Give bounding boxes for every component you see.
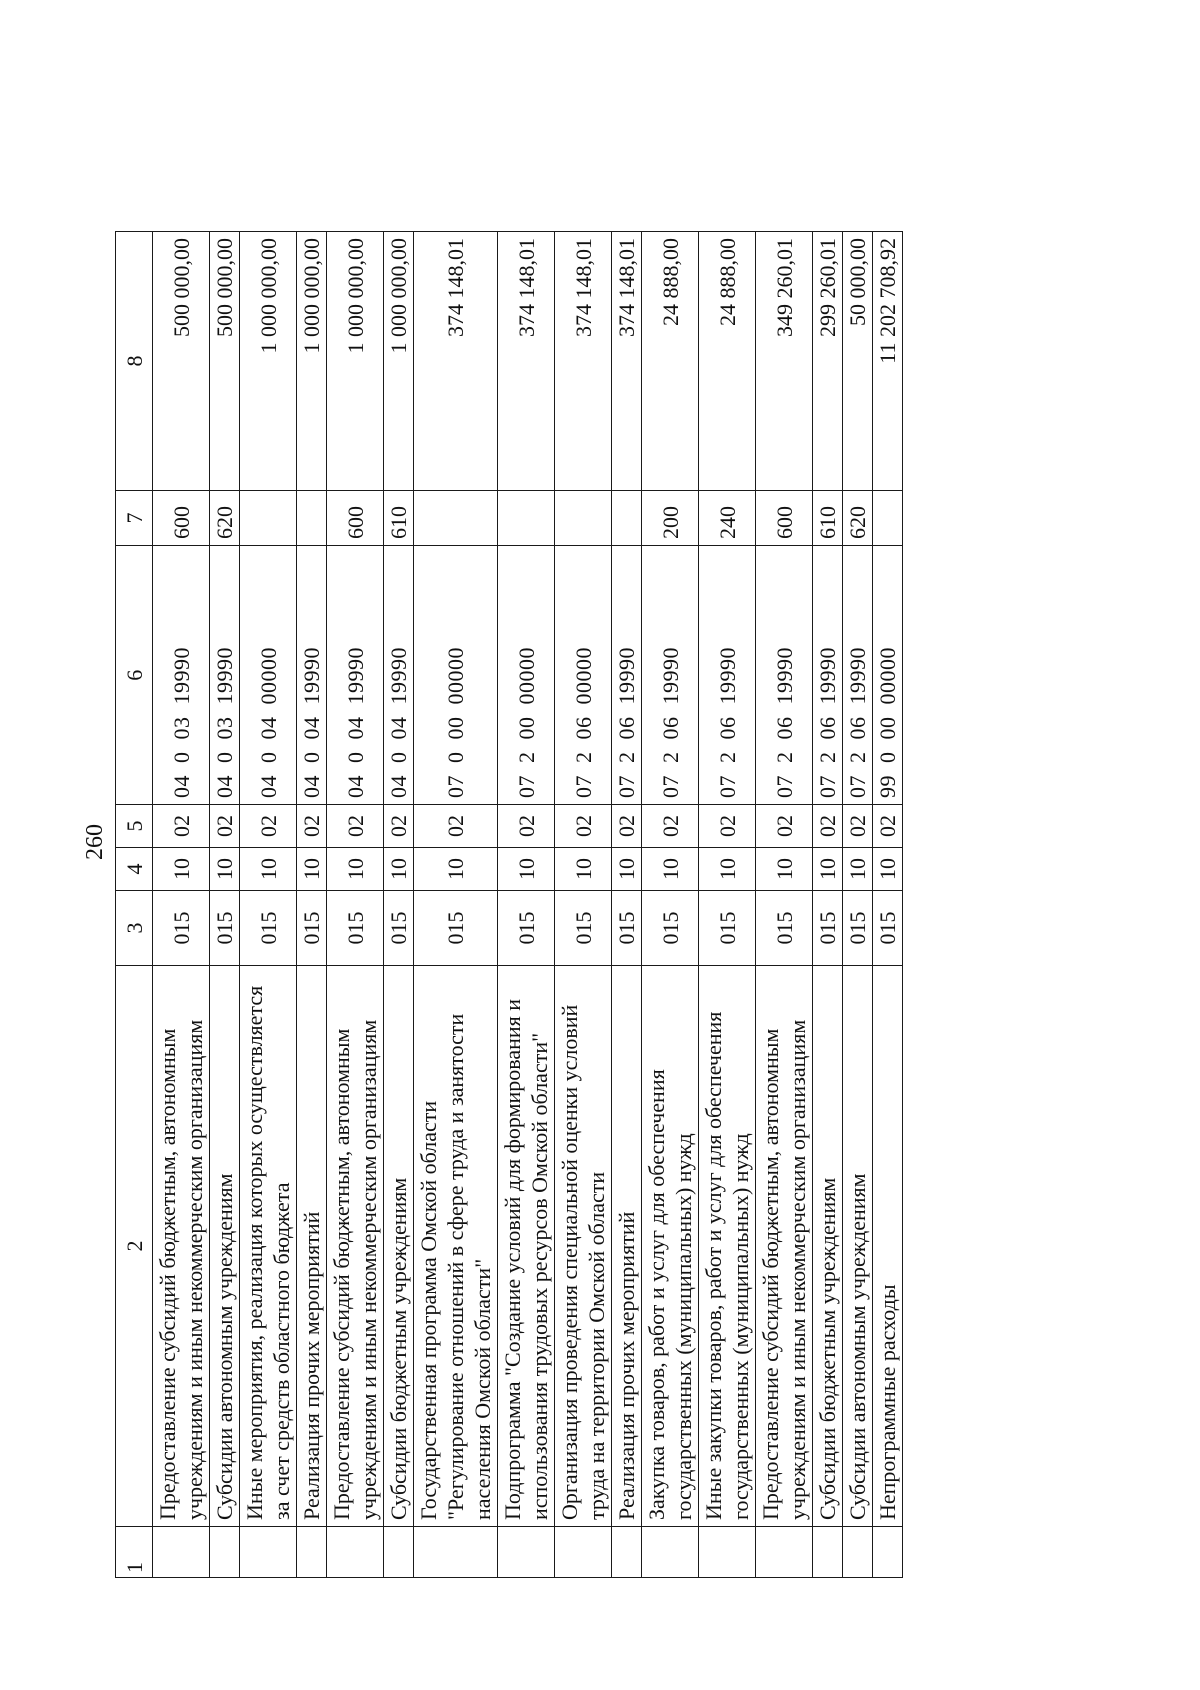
expense-type-cell: 610	[813, 491, 843, 546]
expense-type-cell	[414, 491, 498, 546]
expense-type-cell: 240	[699, 491, 756, 546]
amount-cell: 50 000,00	[843, 232, 873, 491]
ministry-code-cell: 015	[612, 891, 642, 966]
row-index-cell	[327, 1527, 384, 1578]
ministry-code-cell: 015	[297, 891, 327, 966]
table-row	[210, 232, 240, 1578]
subsection-code-cell: 02	[153, 805, 210, 848]
column-number-8: 8	[116, 232, 153, 491]
ministry-code-cell: 015	[756, 891, 813, 966]
target-article-cell: 07 0 00 00000	[414, 546, 498, 805]
target-article-cell: 04 0 04 19990	[384, 546, 414, 805]
row-index-cell	[210, 1527, 240, 1578]
row-index-cell	[153, 1527, 210, 1578]
target-article-cell: 07 2 06 19990	[642, 546, 699, 805]
target-article-cell: 04 0 03 19990	[153, 546, 210, 805]
amount-cell: 374 148,01	[498, 232, 555, 491]
subsection-code-cell: 02	[756, 805, 813, 848]
column-number-5: 5	[116, 805, 153, 848]
row-index-cell	[612, 1527, 642, 1578]
amount-cell: 1 000 000,00	[327, 232, 384, 491]
expense-name-cell: Государственная программа Омской области "Регулирование отношений в сфере труда и занятости населения Омской области"	[414, 966, 498, 1527]
amount-cell: 11 202 708,92	[873, 232, 903, 491]
subsection-code-cell: 02	[210, 805, 240, 848]
section-code-cell: 10	[498, 848, 555, 891]
expense-type-cell	[297, 491, 327, 546]
table-row	[297, 232, 327, 1578]
table-row	[642, 232, 699, 1578]
row-index-cell	[843, 1527, 873, 1578]
target-article-cell: 07 2 06 00000	[555, 546, 612, 805]
budget-table	[115, 231, 903, 1578]
ministry-code-cell: 015	[210, 891, 240, 966]
expense-name-cell: Организация проведения специальной оценки условий труда на территории Омской области	[555, 966, 612, 1527]
expense-name-cell: Предоставление субсидий бюджетным, автономным учреждениям и иным некоммерческим организациям	[756, 966, 813, 1527]
expense-type-cell	[555, 491, 612, 546]
amount-cell: 24 888,00	[642, 232, 699, 491]
subsection-code-cell: 02	[642, 805, 699, 848]
ministry-code-cell: 015	[414, 891, 498, 966]
row-index-cell	[642, 1527, 699, 1578]
ministry-code-cell: 015	[813, 891, 843, 966]
table-row	[240, 232, 297, 1578]
amount-cell: 374 148,01	[414, 232, 498, 491]
table-row	[153, 232, 210, 1578]
table-row	[327, 232, 384, 1578]
page-number: 260	[82, 824, 108, 860]
ministry-code-cell: 015	[153, 891, 210, 966]
target-article-cell: 04 0 04 19990	[297, 546, 327, 805]
amount-cell: 349 260,01	[756, 232, 813, 491]
ministry-code-cell: 015	[384, 891, 414, 966]
row-index-cell	[873, 1527, 903, 1578]
subsection-code-cell: 02	[240, 805, 297, 848]
expense-name-cell: Субсидии автономным учреждениям	[210, 966, 240, 1527]
row-index-cell	[813, 1527, 843, 1578]
target-article-cell: 07 2 06 19990	[843, 546, 873, 805]
expense-name-cell: Субсидии автономным учреждениям	[843, 966, 873, 1527]
section-code-cell: 10	[642, 848, 699, 891]
expense-name-cell: Иные закупки товаров, работ и услуг для обеспечения государственных (муниципальных) нужд	[699, 966, 756, 1527]
target-article-cell: 07 2 00 00000	[498, 546, 555, 805]
expense-type-cell: 600	[153, 491, 210, 546]
expense-type-cell: 620	[843, 491, 873, 546]
expense-type-cell	[498, 491, 555, 546]
column-number-7: 7	[116, 491, 153, 546]
table-row	[699, 232, 756, 1578]
target-article-cell: 07 2 06 19990	[756, 546, 813, 805]
section-code-cell: 10	[756, 848, 813, 891]
row-index-cell	[414, 1527, 498, 1578]
column-number-2: 2	[116, 966, 153, 1527]
row-index-cell	[240, 1527, 297, 1578]
subsection-code-cell: 02	[873, 805, 903, 848]
row-index-cell	[699, 1527, 756, 1578]
ministry-code-cell: 015	[555, 891, 612, 966]
subsection-code-cell: 02	[327, 805, 384, 848]
table-row	[498, 232, 555, 1578]
column-number-6: 6	[116, 546, 153, 805]
section-code-cell: 10	[873, 848, 903, 891]
subsection-code-cell: 02	[414, 805, 498, 848]
expense-type-cell	[240, 491, 297, 546]
section-code-cell: 10	[612, 848, 642, 891]
ministry-code-cell: 015	[843, 891, 873, 966]
section-code-cell: 10	[327, 848, 384, 891]
amount-cell: 1 000 000,00	[297, 232, 327, 491]
section-code-cell: 10	[813, 848, 843, 891]
subsection-code-cell: 02	[384, 805, 414, 848]
column-number-4: 4	[116, 848, 153, 891]
target-article-cell: 07 2 06 19990	[612, 546, 642, 805]
section-code-cell: 10	[555, 848, 612, 891]
amount-cell: 1 000 000,00	[240, 232, 297, 491]
table-row	[756, 232, 813, 1578]
ministry-code-cell: 015	[699, 891, 756, 966]
table-row	[873, 232, 903, 1578]
ministry-code-cell: 015	[498, 891, 555, 966]
subsection-code-cell: 02	[699, 805, 756, 848]
section-code-cell: 10	[384, 848, 414, 891]
subsection-code-cell: 02	[498, 805, 555, 848]
target-article-cell: 04 0 03 19990	[210, 546, 240, 805]
expense-name-cell: Предоставление субсидий бюджетным, автономным учреждениям и иным некоммерческим организациям	[327, 966, 384, 1527]
ministry-code-cell: 015	[327, 891, 384, 966]
section-code-cell: 10	[414, 848, 498, 891]
row-index-cell	[297, 1527, 327, 1578]
amount-cell: 1 000 000,00	[384, 232, 414, 491]
amount-cell: 24 888,00	[699, 232, 756, 491]
expense-type-cell: 620	[210, 491, 240, 546]
amount-cell: 299 260,01	[813, 232, 843, 491]
expense-name-cell: Реализация прочих мероприятий	[612, 966, 642, 1527]
target-article-cell: 04 0 04 00000	[240, 546, 297, 805]
table-row	[612, 232, 642, 1578]
expense-type-cell	[612, 491, 642, 546]
expense-type-cell	[873, 491, 903, 546]
section-code-cell: 10	[843, 848, 873, 891]
target-article-cell: 07 2 06 19990	[699, 546, 756, 805]
expense-name-cell: Иные мероприятия, реализация которых осуществляется за счет средств областного бюджета	[240, 966, 297, 1527]
target-article-cell: 99 0 00 00000	[873, 546, 903, 805]
expense-name-cell: Реализация прочих мероприятий	[297, 966, 327, 1527]
ministry-code-cell: 015	[642, 891, 699, 966]
section-code-cell: 10	[699, 848, 756, 891]
section-code-cell: 10	[153, 848, 210, 891]
column-number-3: 3	[116, 891, 153, 966]
target-article-cell: 07 2 06 19990	[813, 546, 843, 805]
table-row	[813, 232, 843, 1578]
amount-cell: 500 000,00	[153, 232, 210, 491]
subsection-code-cell: 02	[843, 805, 873, 848]
ministry-code-cell: 015	[873, 891, 903, 966]
subsection-code-cell: 02	[297, 805, 327, 848]
expense-name-cell: Непрограммные расходы	[873, 966, 903, 1527]
expense-name-cell: Субсидии бюджетным учреждениям	[813, 966, 843, 1527]
table-row	[384, 232, 414, 1578]
expense-name-cell: Подпрограмма "Создание условий для формирования и использования трудовых ресурсов Омской области"	[498, 966, 555, 1527]
amount-cell: 374 148,01	[555, 232, 612, 491]
section-code-cell: 10	[240, 848, 297, 891]
table-header-row	[116, 232, 153, 1578]
amount-cell: 374 148,01	[612, 232, 642, 491]
row-index-cell	[756, 1527, 813, 1578]
subsection-code-cell: 02	[555, 805, 612, 848]
expense-type-cell: 610	[384, 491, 414, 546]
ministry-code-cell: 015	[240, 891, 297, 966]
section-code-cell: 10	[297, 848, 327, 891]
subsection-code-cell: 02	[813, 805, 843, 848]
amount-cell: 500 000,00	[210, 232, 240, 491]
table-row	[414, 232, 498, 1578]
target-article-cell: 04 0 04 19990	[327, 546, 384, 805]
section-code-cell: 10	[210, 848, 240, 891]
row-index-cell	[498, 1527, 555, 1578]
table-row	[555, 232, 612, 1578]
expense-name-cell: Предоставление субсидий бюджетным, автономным учреждениям и иным некоммерческим организациям	[153, 966, 210, 1527]
expense-type-cell: 600	[756, 491, 813, 546]
column-number-1: 1	[116, 1527, 153, 1578]
expense-type-cell: 200	[642, 491, 699, 546]
table-row	[843, 232, 873, 1578]
subsection-code-cell: 02	[612, 805, 642, 848]
row-index-cell	[555, 1527, 612, 1578]
expense-name-cell: Субсидии бюджетным учреждениям	[384, 966, 414, 1527]
row-index-cell	[384, 1527, 414, 1578]
expense-name-cell: Закупка товаров, работ и услуг для обеспечения государственных (муниципальных) нужд	[642, 966, 699, 1527]
expense-type-cell: 600	[327, 491, 384, 546]
